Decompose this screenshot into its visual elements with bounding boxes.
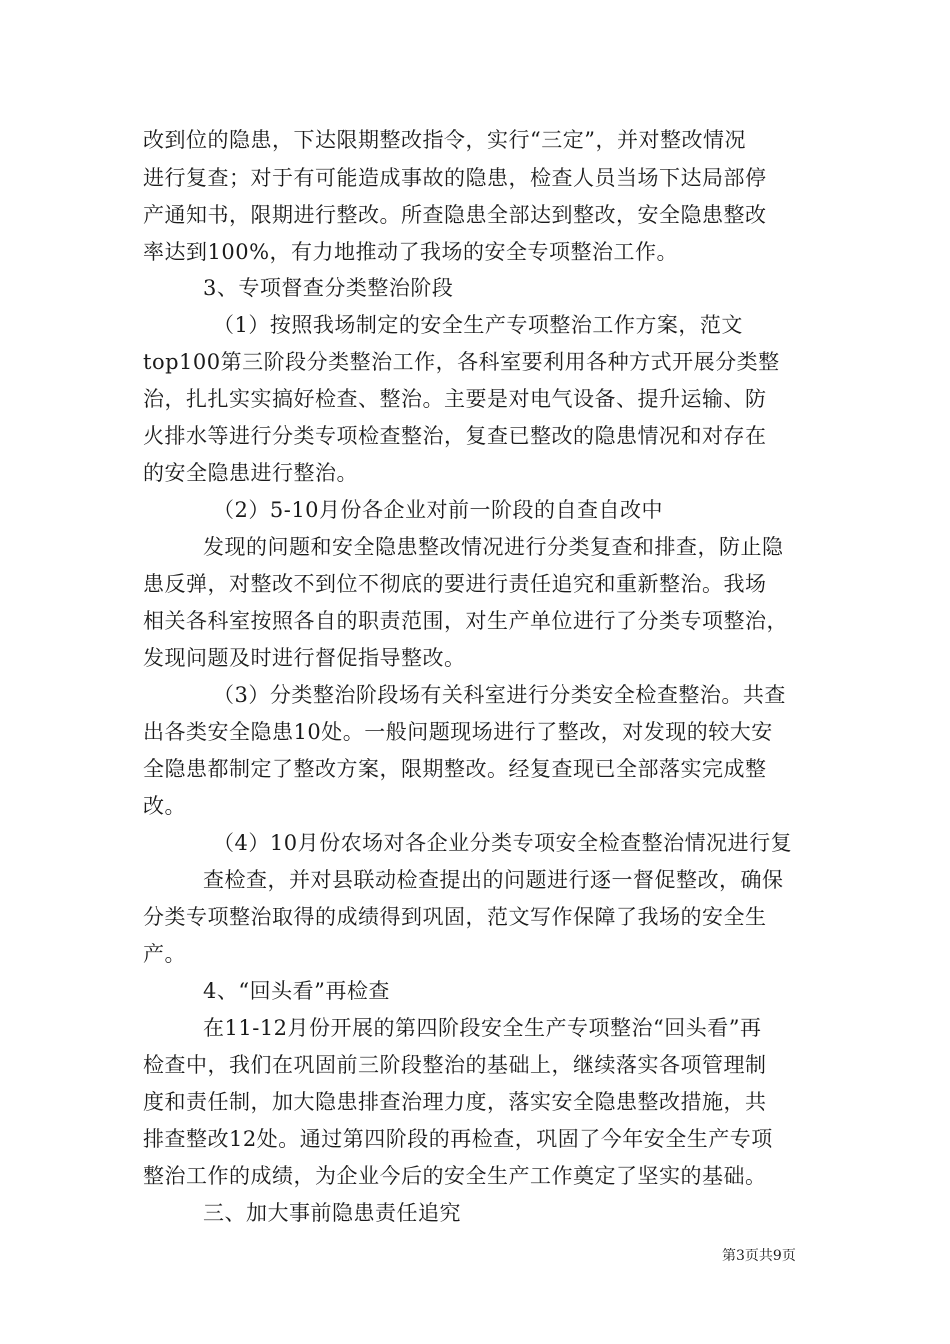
body-line: （4）10月份农场对各企业分类专项安全检查整治情况进行复 — [213, 831, 793, 855]
body-line: 在11-12月份开展的第四阶段安全生产专项整治“回头看”再 — [203, 1016, 762, 1040]
section-heading: 3、专项督查分类整治阶段 — [203, 276, 454, 300]
body-line: 发现的问题和安全隐患整改情况进行分类复查和排查，防止隐 — [203, 535, 784, 559]
section-heading: 三、加大事前隐患责任追究 — [203, 1201, 461, 1225]
body-line: 度和责任制，加大隐患排查治理力度，落实安全隐患整改措施，共 — [143, 1090, 767, 1114]
body-line: 排查整改12处。通过第四阶段的再检查，巩固了今年安全生产专项 — [143, 1127, 773, 1151]
page-number: 第3页共9页 — [722, 1248, 796, 1264]
body-line: 查检查，并对县联动检查提出的问题进行逐一督促整改，确保 — [203, 868, 784, 892]
body-line: 率达到100%，有力地推动了我场的安全专项整治工作。 — [143, 240, 679, 264]
body-line: 分类专项整治取得的成绩得到巩固，范文写作保障了我场的安全生 — [143, 905, 767, 929]
body-line: 患反弹，对整改不到位不彻底的要进行责任追究和重新整治。我场 — [143, 572, 767, 596]
body-line: 检查中，我们在巩固前三阶段整治的基础上，继续落实各项管理制 — [143, 1053, 767, 1077]
body-line: 相关各科室按照各自的职责范围，对生产单位进行了分类专项整治， — [143, 609, 788, 633]
body-line: （3）分类整治阶段场有关科室进行分类安全检查整治。共查 — [213, 683, 786, 707]
body-line: top100第三阶段分类整治工作，各科室要利用各种方式开展分类整 — [143, 350, 780, 374]
body-line: 治，扎扎实实搞好检查、整治。主要是对电气设备、提升运输、防 — [143, 387, 767, 411]
body-line: 发现问题及时进行督促指导整改。 — [143, 646, 466, 670]
body-line: 的安全隐患进行整治。 — [143, 461, 358, 485]
body-line: 火排水等进行分类专项检查整治，复查已整改的隐患情况和对存在 — [143, 424, 767, 448]
body-line: 全隐患都制定了整改方案，限期整改。经复查现已全部落实完成整 — [143, 757, 767, 781]
body-line: 出各类安全隐患10处。一般问题现场进行了整改，对发现的较大安 — [143, 720, 773, 744]
body-line: 产。 — [143, 942, 186, 966]
body-line: 改到位的隐患，下达限期整改指令，实行“三定”，并对整改情况 — [143, 128, 746, 152]
body-line: 整治工作的成绩，为企业今后的安全生产工作奠定了坚实的基础。 — [143, 1164, 767, 1188]
body-line: （1）按照我场制定的安全生产专项整治工作方案，范文 — [213, 313, 743, 337]
section-heading: 4、“回头看”再检查 — [203, 979, 390, 1003]
body-line: 进行复查；对于有可能造成事故的隐患，检查人员当场下达局部停 — [143, 166, 767, 190]
body-line: 产通知书，限期进行整改。所查隐患全部达到整改，安全隐患整改 — [143, 203, 767, 227]
body-line: 改。 — [143, 794, 186, 818]
body-line: （2）5-10月份各企业对前一阶段的自查自改中 — [213, 498, 664, 522]
